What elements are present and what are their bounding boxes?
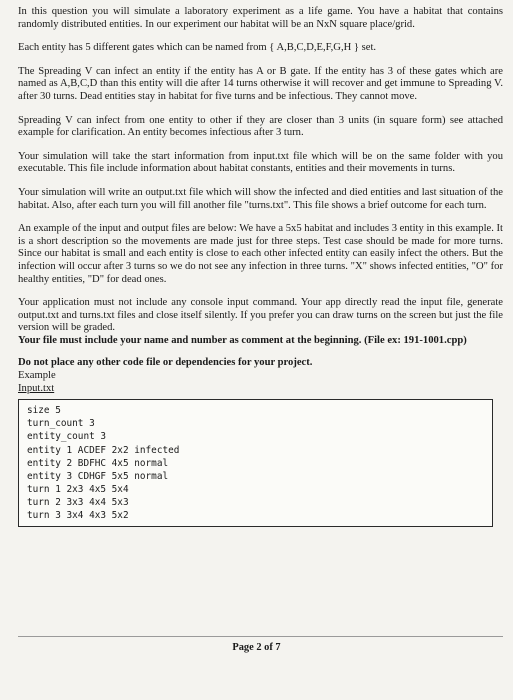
input-file-label: Input.txt [18, 382, 55, 394]
paragraph-gates: Each entity has 5 different gates which can be named from { A,B,C,D,E,F,G,H } set. [18, 42, 377, 54]
code-line: turn 3 3x4 4x3 5x2 [27, 510, 129, 521]
code-line: turn_count 3 [27, 418, 95, 430]
code-line: entity 2 BDFHC 4x5 normal [27, 457, 169, 469]
code-line: entity 3 CDHGF 5x5 normal [27, 470, 169, 482]
example-label: Example [18, 370, 56, 382]
no-dependencies-note: Do not place any other code file or dependencies for your project. [18, 357, 313, 369]
example-heading-block [18, 357, 503, 395]
paragraph-no-console: Your application must not include any console input command. Your app directly read the input file, generate output.txt and turns.txt files and close itself silently. If you prefer you can draw turns on the screen but just the file version will be graded. [18, 297, 503, 334]
input-txt-code-box [18, 399, 493, 527]
footer-divider [18, 636, 503, 637]
paragraph-output-file: Your simulation will write an output.txt file which will show the infected and died entities and last situation of the habitat. Also, after each turn you will fill another file "turns.txt". This file shows a brief outcome for each turn. [18, 186, 503, 211]
paragraph-infection-distance: Spreading V can infect from one entity to other if they are closer than 3 units (in square form) see attached example for clarification. An entity becomes infectious after 3 turn. [18, 114, 503, 139]
code-line: size 5 [27, 405, 61, 417]
paragraph-spreading-rules: The Spreading V can infect an entity if the entity has A or B gate. If the entity has 3 of these gates which are named as A,B,C,D than this entity will die after 14 turns otherwise it will recover and get immune to Spreading V. after 30 turns. Dead entities stay in habitat for five turns and be infectious. They cannot move. [18, 65, 503, 102]
code-line: entity 1 ACDEF 2x2 infected [27, 444, 180, 456]
paragraph-input-file: Your simulation will take the start information from input.txt file which will be on the same folder with you executable. This file include information about habitat constants, entities and their movements in turns. [18, 150, 503, 175]
code-line: entity_count 3 [27, 431, 107, 443]
paragraph-example-description: An example of the input and output files are below: We have a 5x5 habitat and includes 3 entity in this example. It is a short description so the movements are made just for three steps. Test case should be made for more turns. Since our habitat is small and each entity is close to each other infected entity can easily infect the others. But the infection will occur after 3 turns so we do not see any infection in three turns. "X" shows infected entities, "O" for healthy entities, "D" for dead ones. [18, 223, 503, 285]
code-line: turn 1 2x3 4x5 5x4 [27, 483, 129, 495]
name-number-requirement: Your file must include your name and number as comment at the beginning. (File ex: 191-1001.cpp) [18, 334, 467, 346]
paragraph-intro: In this question you will simulate a laboratory experiment as a life game. You have a habitat that contains randomly distributed entities. In our experiment our habitat will be an NxN square place/grid. [18, 6, 503, 30]
page-number: Page 2 of 7 [232, 642, 281, 653]
code-line: turn 2 3x3 4x4 5x3 [27, 496, 129, 508]
